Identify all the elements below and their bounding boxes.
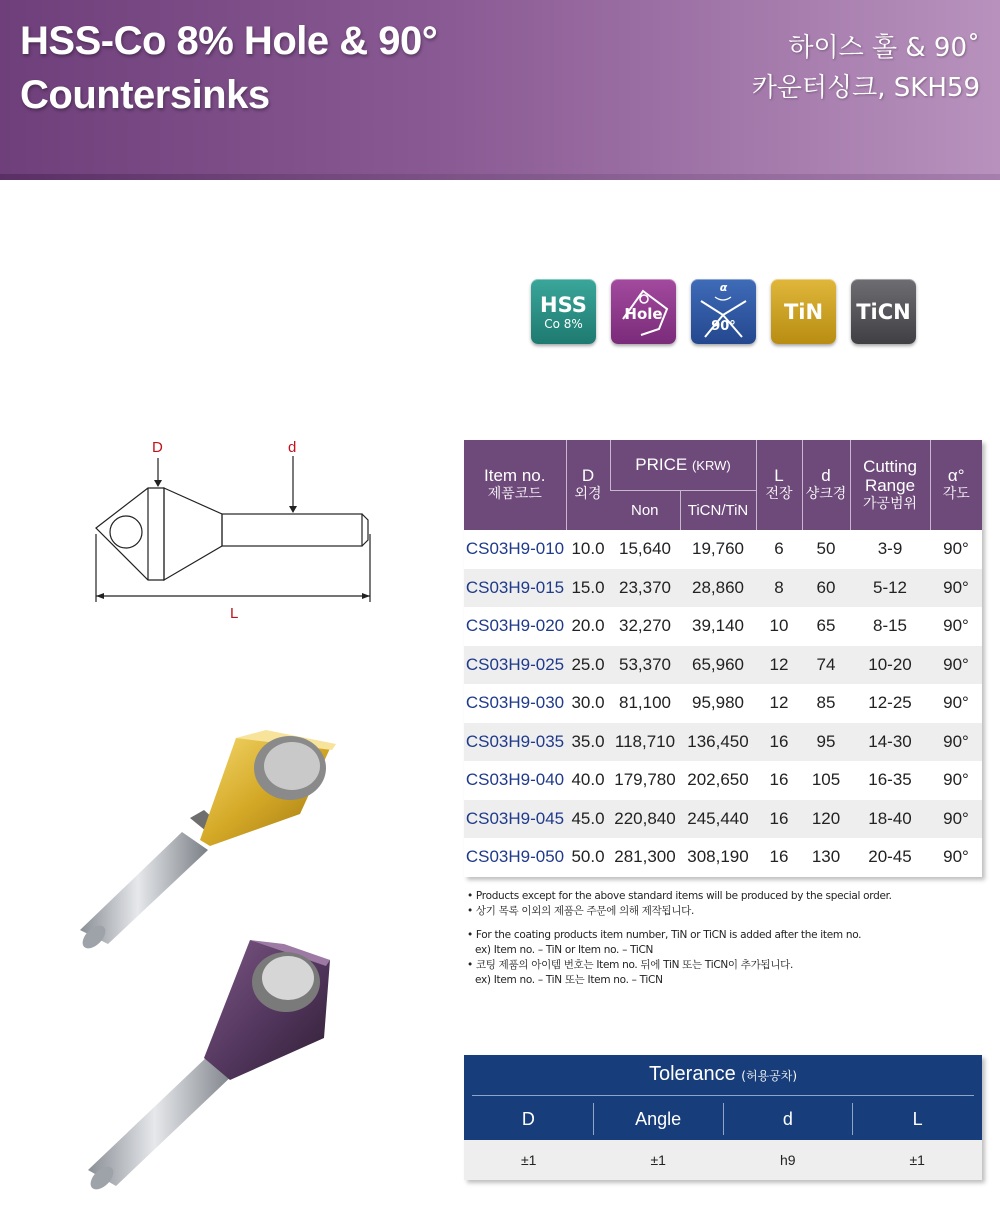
cell-d: 50 [816, 539, 836, 559]
cell-price-non: 118,710 [610, 723, 680, 762]
cell-L: 6 [774, 539, 784, 559]
table-row [464, 607, 982, 646]
col-d [802, 440, 850, 530]
spec-table [464, 440, 982, 877]
hole-badge-label: Hole [624, 304, 663, 323]
tin-badge [771, 279, 836, 344]
cell-D: 35.0 [566, 723, 610, 762]
hss-badge-sub: Co 8% [544, 316, 583, 331]
tolerance-table [464, 1055, 982, 1180]
cell-price-coated: 39,140 [692, 616, 744, 636]
table-row [464, 761, 982, 800]
cell-code: CS03H9-010 [465, 539, 565, 559]
table-row [464, 723, 982, 762]
cell-angle: 90° [930, 723, 982, 762]
cell-code: CS03H9-050 [465, 847, 565, 867]
note-coating-ko: • 코팅 제품의 아이템 번호는 Item no. 뒤에 TiN 또는 TiCN이 추가됩니다. [467, 959, 794, 971]
cell-code: CS03H9-035 [464, 723, 566, 762]
title-english [20, 14, 437, 122]
col-angle [930, 440, 982, 530]
tolerance-val-angle: ±1 [650, 1152, 666, 1168]
col-price-non: Non [610, 490, 680, 530]
cell-angle: 90° [930, 800, 982, 839]
tolerance-title [464, 1063, 982, 1086]
cell-L: 12 [769, 693, 789, 713]
cell-L: 16 [769, 770, 789, 790]
drawing-label-D: D [152, 439, 163, 456]
cell-d: 85 [816, 693, 836, 713]
tolerance-values [464, 1140, 982, 1180]
tolerance-val-d: h9 [779, 1152, 796, 1168]
col-L-ko: 전장 [765, 486, 793, 502]
title-en-line2: Countersinks [20, 73, 270, 117]
title-korean [752, 28, 980, 108]
note-special-order-en: • Products except for the above standard items will be produced by the special order. [467, 890, 892, 902]
cell-range: 12-25 [868, 693, 912, 713]
cell-range: 3-9 [877, 539, 903, 559]
tin-badge-label: TiN [783, 299, 824, 324]
col-cutting-ko: 가공범위 [862, 495, 918, 512]
cell-angle: 90° [943, 693, 969, 713]
drawing-label-L: L [230, 605, 239, 622]
cell-L: 8 [756, 569, 802, 608]
cell-code: CS03H9-025 [464, 646, 566, 685]
tin-countersink-photo [78, 730, 336, 953]
col-D-en: D [581, 466, 595, 485]
cell-price-non: 32,270 [619, 616, 671, 636]
col-item-no-ko: 제품코드 [487, 486, 542, 502]
note-special-order-ko: • 상기 목록 이외의 제품은 주문에 의해 제작됩니다. [467, 905, 695, 917]
cell-price-coated: 308,190 [687, 847, 749, 867]
cell-range: 5-12 [850, 569, 930, 608]
cell-price-non: 179,780 [614, 770, 676, 790]
table-row [464, 684, 982, 723]
cell-D: 15.0 [566, 569, 610, 608]
note-coating-en-example: ex) Item no. – TiN or Item no. – TiCN [475, 944, 654, 956]
table-row [464, 569, 982, 608]
cell-D: 45.0 [566, 800, 610, 839]
cell-price-non: 81,100 [619, 693, 671, 713]
cell-range: 20-45 [868, 847, 912, 867]
cell-price-non: 15,640 [619, 539, 671, 559]
tolerance-title-en: Tolerance [648, 1063, 736, 1085]
cell-L: 12 [756, 646, 802, 685]
cell-price-coated: 95,980 [692, 693, 744, 713]
ticn-badge-label: TiCN [856, 299, 911, 324]
tolerance-col-d: d [723, 1103, 853, 1135]
cell-L: 16 [769, 847, 789, 867]
cell-range: 8-15 [872, 616, 908, 636]
col-price-label: PRICE [635, 454, 688, 474]
angle-value-label: 90° [711, 319, 736, 334]
cell-L: 16 [756, 800, 802, 839]
note-coating-en: • For the coating products item number, TiN or TiCN is added after the item no. [467, 929, 862, 941]
cell-d: 65 [816, 616, 836, 636]
col-d-ko: 샹크경 [805, 486, 847, 502]
tolerance-divider [472, 1095, 974, 1096]
col-price-coated: TiCN/TiN [680, 490, 756, 530]
page-header [0, 0, 1000, 180]
cell-code: CS03H9-015 [464, 569, 566, 608]
col-cutting-range [850, 440, 930, 530]
technical-drawing [80, 430, 400, 630]
hole-badge [611, 279, 676, 344]
hss-badge [531, 279, 596, 344]
cell-D: 10.0 [571, 539, 605, 559]
tolerance-columns [464, 1103, 982, 1135]
col-item-no [464, 440, 566, 530]
col-D [566, 440, 610, 530]
col-price-unit: (KRW) [691, 457, 731, 473]
title-en-line1: HSS-Co 8% Hole & 90° [20, 19, 438, 63]
cell-price-non: 53,370 [610, 646, 680, 685]
feature-badges [531, 279, 916, 344]
notes [467, 889, 987, 988]
hss-badge-label: HSS [540, 292, 587, 317]
table-row [464, 646, 982, 685]
cell-d: 60 [802, 569, 850, 608]
cell-price-coated: 245,440 [680, 800, 756, 839]
title-ko-line1: 하이스 홀 & 90˚ [788, 33, 980, 63]
angle-alpha-label: α [719, 281, 728, 294]
angle-badge [691, 279, 756, 344]
cell-D: 25.0 [566, 646, 610, 685]
tolerance-val-L: ±1 [909, 1152, 925, 1168]
cell-L: 16 [756, 723, 802, 762]
col-cutting-en1: Cutting [863, 456, 917, 476]
ticn-badge [851, 279, 916, 344]
cell-price-coated: 19,760 [692, 539, 744, 559]
drawing-label-d: d [288, 439, 297, 456]
cell-angle: 90° [943, 770, 969, 790]
cell-range: 10-20 [850, 646, 930, 685]
title-ko-line2: 카운터싱크, SKH59 [751, 73, 980, 103]
cell-code: CS03H9-040 [465, 770, 565, 790]
cell-d: 105 [811, 770, 841, 790]
col-item-no-en: Item no. [484, 466, 546, 485]
cell-price-coated: 28,860 [680, 569, 756, 608]
tolerance-title-ko: (허용공차) [741, 1069, 797, 1083]
tolerance-col-D: D [521, 1109, 535, 1129]
cell-D: 40.0 [571, 770, 605, 790]
col-cutting-en2: Range [864, 475, 916, 495]
cell-angle: 90° [943, 539, 969, 559]
col-L [756, 440, 802, 530]
tolerance-col-L: L [852, 1103, 982, 1135]
cell-code: CS03H9-030 [465, 693, 565, 713]
cell-range: 14-30 [850, 723, 930, 762]
cell-price-coated: 202,650 [687, 770, 749, 790]
cell-d: 120 [802, 800, 850, 839]
cell-range: 18-40 [850, 800, 930, 839]
cell-D: 20.0 [571, 616, 605, 636]
table-row [464, 838, 982, 877]
cell-d: 74 [802, 646, 850, 685]
cell-d: 130 [811, 847, 841, 867]
cell-price-coated: 65,960 [680, 646, 756, 685]
cell-D: 30.0 [571, 693, 605, 713]
col-D-ko: 외경 [574, 486, 602, 502]
ticn-countersink-photo [86, 940, 330, 1194]
col-d-en: d [821, 466, 831, 485]
note-coating-ko-example: ex) Item no. – TiN 또는 Item no. – TiCN [475, 974, 663, 986]
col-L-en: L [774, 466, 784, 485]
tolerance-val-D: ±1 [521, 1152, 537, 1168]
table-row [464, 530, 982, 569]
cell-d: 95 [802, 723, 850, 762]
tolerance-col-angle: Angle [593, 1103, 723, 1135]
product-photos [60, 720, 380, 1200]
cell-angle: 90° [930, 646, 982, 685]
cell-price-non: 281,300 [614, 847, 676, 867]
cell-range: 16-35 [868, 770, 912, 790]
col-angle-ko: 각도 [942, 486, 970, 502]
cell-price-non: 23,370 [610, 569, 680, 608]
table-row [464, 800, 982, 839]
cell-angle: 90° [930, 569, 982, 608]
col-price [610, 440, 756, 490]
cell-price-coated: 136,450 [680, 723, 756, 762]
col-angle-en: α° [947, 466, 965, 485]
cell-angle: 90° [943, 847, 969, 867]
cell-code: CS03H9-045 [464, 800, 566, 839]
cell-L: 10 [769, 616, 789, 636]
cell-code: CS03H9-020 [465, 616, 565, 636]
cell-D: 50.0 [571, 847, 605, 867]
cell-price-non: 220,840 [610, 800, 680, 839]
cell-angle: 90° [943, 616, 969, 636]
tolerance-header [464, 1055, 982, 1140]
